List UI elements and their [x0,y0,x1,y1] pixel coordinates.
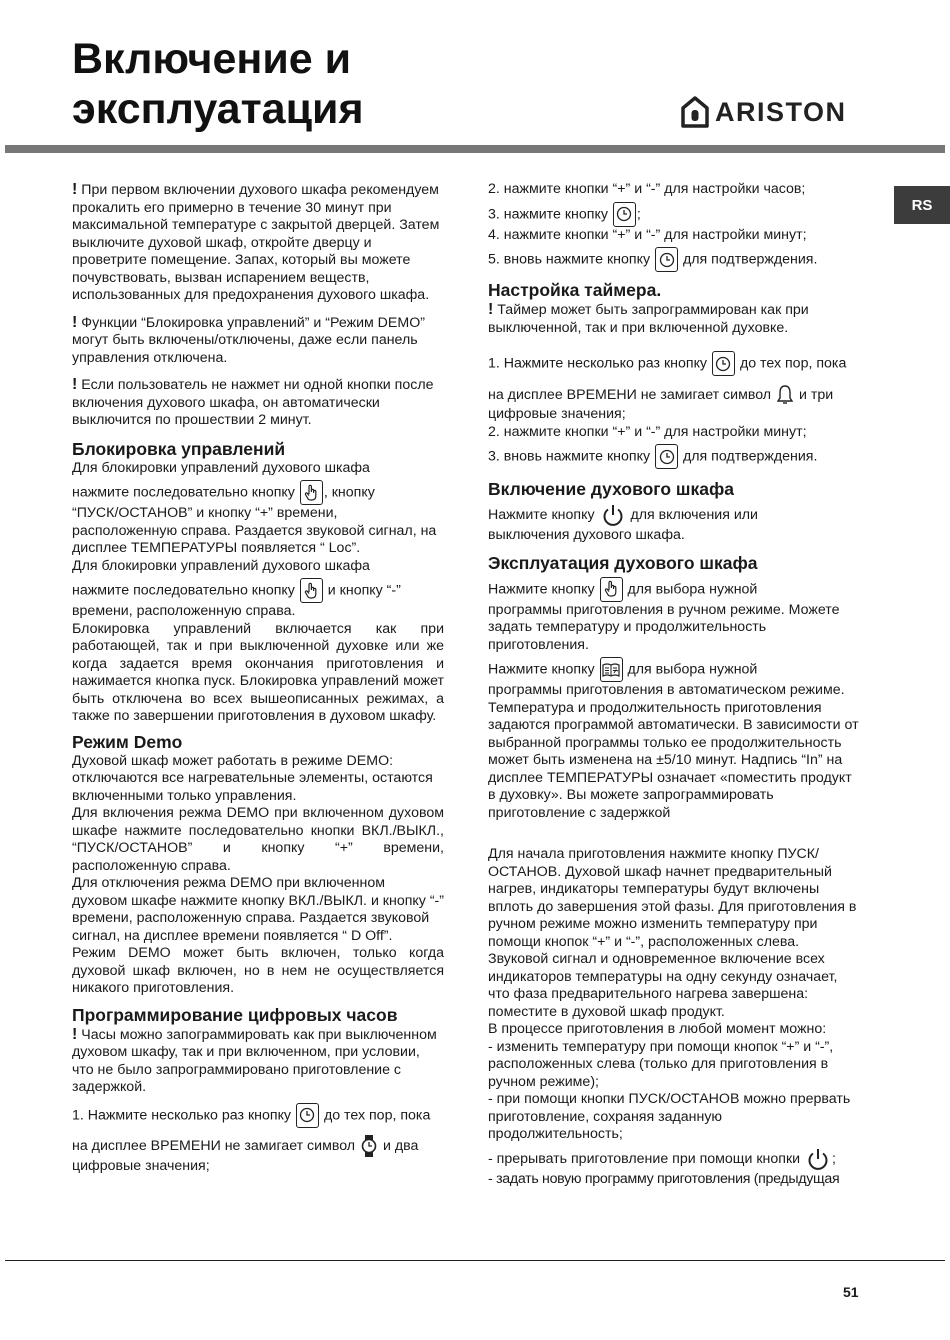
clock-step-1-line-2 [72,1134,444,1158]
clock-step-1-text-e: цифровые значения; [72,1157,210,1174]
start-line-6 [488,1147,860,1171]
timer-step-3 [488,444,860,469]
timer-step-3-text: 3. вновь нажмите кнопку [488,448,651,465]
intro-paragraph-1 [72,181,444,305]
operation-text-b2: для выбора нужной [627,661,758,678]
demo-text-4: Режим DEMO может быть включен, только когда духовой шкаф включен, но в нем не осуществляется никакого приготовления. [72,945,444,996]
timer-step-1-line-2 [488,384,860,406]
lock-text-a1: Для блокировки управлений духового шкафа [72,459,370,476]
clock-step-3-end: ; [636,205,641,222]
timer-step-1 [488,351,860,376]
warning-icon: ! [72,313,78,331]
clock-step-1-text-b: до тех пор, пока [323,1106,431,1123]
clock-button-icon [296,1103,319,1128]
header-divider [5,145,945,153]
intro-text-3: Если пользователь не нажмет ни одной кнопки после включения духового шкафа, он автоматически выключится по прошествии 2 минут. [72,377,434,428]
oven-on-text-a: Нажмите кнопку [488,506,595,523]
lock-text-c: Блокировка управлений включается как при работающей, так и при выключенной духовке или же когда задается время окончания приготовления и нажимается кнопка пуск. Блокировка управлений может быть отключена во всех вышеописанных режимах, а также по завершении приготовления в духовом шкафу. [72,620,444,724]
start-text-2: Звуковой сигнал и одновременное включение всех индикаторов температуры на одну секунду означает, что фаза предварительного нагрева завершена: поместите в духовой шкаф продукт. [488,951,838,1020]
clock-button-icon [613,202,636,227]
demo-text-2: Для включения режма DEMO при включенном духовом шкафе нажмите последовательно кнопки ВКЛ./ВЫКЛ., “ПУСК/ОСТАНОВ” и кнопку “+” времени, расположенную справа. [72,805,444,874]
page-title [72,34,364,134]
title-line-1: Включение и [72,35,352,83]
logo-text: ARISTON [715,96,847,127]
lock-text-b4: времени, расположенную справа. [72,603,296,619]
start-text-6a: - прерывать приготовление при помощи кнопки [488,1150,801,1167]
house-logo-icon [681,96,709,128]
lock-text-a3: , кнопку [323,484,375,501]
lock-text-a2: нажмите последовательно кнопку [72,484,295,501]
clock-step-3 [488,202,860,227]
operation-text-a2: для выбора нужной [627,580,758,597]
timer-step-1-text-c: на дисплее ВРЕМЕНИ не замигает символ [488,386,772,403]
clock-step-5-text: 5. вновь нажмите кнопку [488,251,651,268]
lock-line-b2 [72,578,444,603]
right-column [488,181,860,1188]
warning-icon: ! [72,376,78,393]
oven-on-text-c: выключения духового шкафа. [488,527,685,543]
clock-step-5 [488,247,860,272]
page-number: 51 [843,1284,859,1300]
footer-divider [5,1260,945,1261]
demo-heading: Режим Demo [72,731,183,752]
timer-step-3-text-b: для подтверждения. [682,448,818,465]
recipe-book-button-icon [600,657,623,682]
warning-icon: ! [488,301,494,318]
clock-step-5-text-b: для подтверждения. [682,251,818,268]
language-tab: RS [894,186,950,224]
operation-text-b3: программы приготовления в автоматическом режиме. Температура и продолжительность приготовления задаются программой автоматически. В зависимости от выбранной программы только ее продолжительность может быть изменена на ±5/10 минут. Надпись “In” на дисплее ТЕМПЕРАТУРЫ означает «поместить продукт в духовку». Вы можете запрограммировать приготовление с задержкой [488,682,859,821]
clock-step-1-text: 1. Нажмите несколько раз кнопку [72,1106,292,1123]
manual-hand-button-icon [300,480,323,505]
power-icon [806,1147,830,1171]
warning-icon: ! [72,1025,78,1043]
clock-step-2: 2. нажмите кнопки “+” и “-” для настройки часов; [488,181,806,197]
oven-on-text-b: для включения или [630,506,758,523]
clock-step-4: 4. нажмите кнопки “+” и “-” для настройки минут; [488,226,807,243]
oven-on-heading: Включение духового шкафа [488,479,735,499]
clock-intro [72,1026,444,1097]
warning-icon: ! [72,181,78,198]
operation-auto-line [488,657,860,682]
timer-step-1-text-e: цифровые значения; [488,406,626,422]
timer-step-1-text-b: до тех пор, пока [739,355,847,372]
clock-step-1-text-d: и два [382,1137,419,1154]
left-column [72,181,444,1175]
intro-paragraph-3 [72,376,444,430]
operation-text-a1: Нажмите кнопку [488,580,595,597]
intro-text-1: При первом включении духового шкафа рекомендуем прокалить его примерно в течение 30 минут при максимальной температуре с закрытой дверцей. Затем выключите духовой шкаф, откройте дверцу и проветрите помещение. Запах, который вы можете почувствовать, вызван испарением веществ, использованных для предохранения духового шкафа. [72,182,440,303]
bell-icon [777,384,793,406]
operation-text-b1: Нажмите кнопку [488,661,595,678]
intro-text-2: Функции “Блокировка управлений” и “Режим DEMO” могут быть включены/отключены, даже если панель управления отключена. [72,314,425,366]
title-line-2: эксплуатация [72,85,364,133]
lock-heading: Блокировка управлений [72,438,286,459]
timer-heading: Настройка таймера. [488,280,662,300]
demo-text-3: Для отключения режма DEMO при включенном духовом шкафе нажмите кнопку ВКЛ./ВЫКЛ. и кнопку “-” времени, расположенную справа. Раздается звуковой сигнал, на дисплее времени появляется “ D Off”. [72,875,444,944]
start-text-1: Для начала приготовления нажмите кнопку ПУСК/ОСТАНОВ. Духовой шкаф начнет предварительный нагрев, индикаторы температуры будут включены вплоть до завершения этой фазы. Для приготовления в ручном режиме можно изменить температуру при помощи кнопок “+” и “-”, расположенных слева. [488,846,857,950]
intro-paragraph-2 [72,314,444,368]
power-icon [601,503,625,527]
timer-step-1-text: 1. Нажмите несколько раз кнопку [488,355,708,372]
lock-text-b3: и кнопку “-” [327,582,401,599]
start-text-6b: ; [832,1150,836,1167]
start-text-5: - при помощи кнопки ПУСК/ОСТАНОВ можно прервать приготовление, сохраняя заданную продолжительность; [488,1091,851,1142]
lock-text-b2: нажмите последовательно кнопку [72,582,295,599]
manual-hand-button-icon [600,577,623,602]
demo-text-1: Духовой шкаф может работать в режиме DEMO: отключаются все нагревательные элементы, остаются включенными только управления. [72,752,433,804]
manual-hand-button-icon [300,578,323,603]
lock-text-b1: Для блокировки управлений духового шкафа [72,557,370,574]
clock-button-icon [655,444,678,469]
oven-on-line [488,503,860,527]
operation-heading: Эксплуатация духового шкафа [488,552,758,573]
watch-icon [361,1134,377,1158]
lock-text-a4: “ПУСК/ОСТАНОВ” и кнопку “+” времени, расположенную справа. Раздается звуковой сигнал, на дисплее ТЕМПЕРАТУРЫ появляется “ Loc”. [72,505,437,556]
timer-intro-text: Таймер может быть запрограммирован как при выключенной, так и при включенной духовке. [488,302,809,336]
timer-step-1-text-d: и три [798,386,834,403]
operation-text-a3: программы приготовления в ручном режиме. Можете задать температуру и продолжительность приготовления. [488,601,840,653]
operation-manual-line [488,577,860,602]
timer-step-2: 2. нажмите кнопки “+” и “-” для настройки минут; [488,423,807,440]
clock-button-icon [655,247,678,272]
start-text-7: - задать новую программу приготовления (предыдущая [488,1170,840,1187]
timer-intro [488,301,860,337]
clock-step-1-text-c: на дисплее ВРЕМЕНИ не замигает символ [72,1137,356,1154]
clock-step-3-text: 3. нажмите кнопку [488,205,608,222]
clock-heading: Программирование цифровых часов [72,1004,398,1025]
ariston-logo [681,96,847,128]
start-text-4: - изменить температуру при помощи кнопок “+” и “-”, расположенных слева (только для приготовления в ручном режиме); [488,1038,834,1090]
start-text-3: В процессе приготовления в любой момент можно: [488,1021,827,1037]
clock-button-icon [712,351,735,376]
clock-intro-text: Часы можно запограммировать как при выключенном духовом шкафу, так и при включенном, при условии, что не было запрограммировано приготовление с задержкой. [72,1026,437,1095]
clock-step-1 [72,1103,444,1128]
lock-line-a2 [72,480,444,505]
